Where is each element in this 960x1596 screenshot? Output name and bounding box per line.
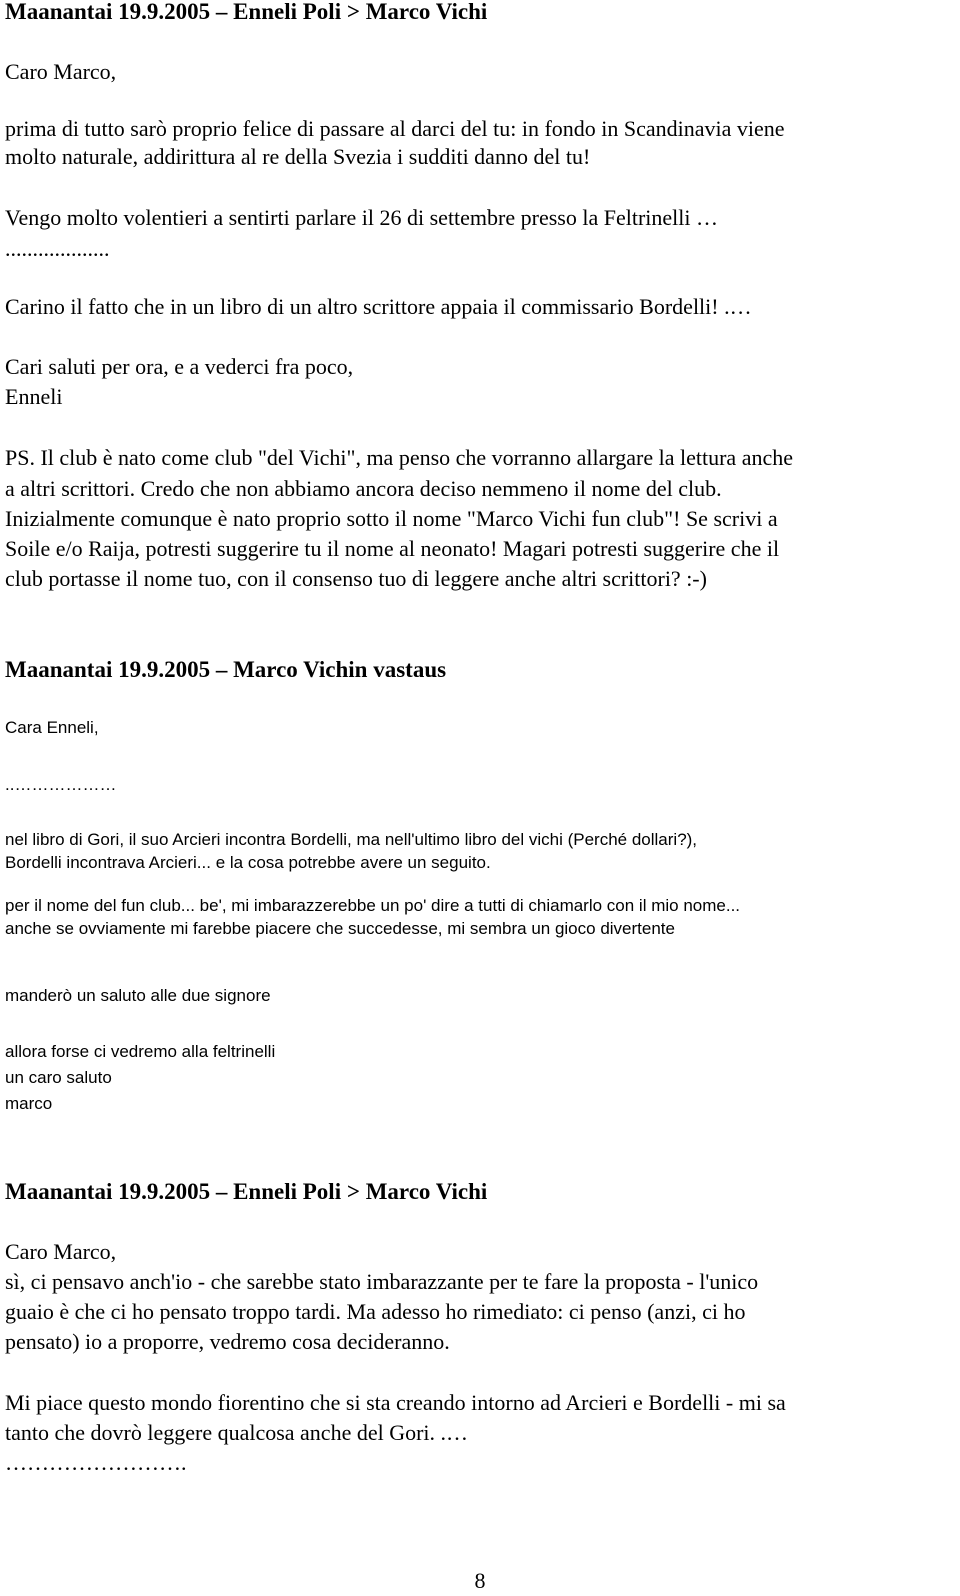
letter1-greeting: Caro Marco, (5, 59, 117, 84)
letter3-p2-line3: ……………………. (5, 1450, 187, 1475)
letter3-p1-line1: sì, ci pensavo anch'io - che sarebbe stato imbarazzante per te fare la proposta - l'unico (5, 1269, 759, 1294)
letter1-ps-line1: PS. Il club è nato come club "del Vichi", ma penso che vorranno allargare la lettura anche (5, 445, 793, 470)
letter1-heading: Maanantai 19.9.2005 – Enneli Poli > Marco Vichi (5, 0, 488, 24)
letter2-p1-line2: Bordelli incontrava Arcieri... e la cosa potrebbe avere un seguito. (5, 853, 491, 872)
letter1-closing: Cari saluti per ora, e a vederci fra poco, (5, 354, 354, 379)
letter1-p1-line2: molto naturale, addirittura al re della Svezia i sudditi danno del tu! (5, 144, 591, 169)
letter1-signature: Enneli (5, 384, 63, 409)
letter2-greeting: Cara Enneli, (5, 718, 99, 737)
letter2-p2-line2: anche se ovviamente mi farebbe piacere che succedesse, mi sembra un gioco divertente (5, 919, 675, 938)
letter1-p2-line2: ................... (5, 236, 110, 261)
letter1-ps-line4: Soile e/o Raija, potresti suggerire tu il nome al neonato! Magari potresti suggerire che il (5, 536, 780, 561)
letter2-dots: ..……………… (5, 775, 117, 794)
letter2-p4-line2: un caro saluto (5, 1068, 112, 1087)
letter3-p2-line1: Mi piace questo mondo fiorentino che si sta creando intorno ad Arcieri e Bordelli - mi sa (5, 1390, 786, 1415)
letter3-heading: Maanantai 19.9.2005 – Enneli Poli > Marco Vichi (5, 1179, 488, 1204)
letter2-p3: manderò un saluto alle due signore (5, 986, 271, 1005)
letter3-p2-line2: tanto che dovrò leggere qualcosa anche del Gori. .… (5, 1420, 469, 1445)
letter2-p4-line3: marco (5, 1094, 53, 1113)
letter2-p1-line1: nel libro di Gori, il suo Arcieri incontra Bordelli, ma nell'ultimo libro del vichi (Perché dollari?), (5, 830, 698, 849)
letter1-ps-line5: club portasse il nome tuo, con il consenso tuo di leggere anche altri scrittori? :-) (5, 566, 707, 591)
page-number: 8 (474, 1568, 486, 1593)
letter1-ps-line3: Inizialmente comunque è nato proprio sotto il nome "Marco Vichi fun club"! Se scrivi a (5, 506, 778, 531)
letter1-p2-line1: Vengo molto volentieri a sentirti parlare il 26 di settembre presso la Feltrinelli … (5, 205, 718, 230)
letter1-p3: Carino il fatto che in un libro di un altro scrittore appaia il commissario Bordelli! .… (5, 294, 752, 319)
letter2-p2-line1: per il nome del fun club... be', mi imbarazzerebbe un po' dire a tutti di chiamarlo con il mio nome... (5, 896, 741, 915)
letter3-greeting: Caro Marco, (5, 1239, 117, 1264)
letter3-p1-line2: guaio è che ci ho pensato troppo tardi. Ma adesso ho rimediato: ci penso (anzi, ci ho (5, 1299, 746, 1324)
letter2-heading: Maanantai 19.9.2005 – Marco Vichin vastaus (5, 657, 447, 682)
letter3-p1-line3: pensato) io a proporre, vedremo cosa decideranno. (5, 1329, 450, 1354)
letter2-p4-line1: allora forse ci vedremo alla feltrinelli (5, 1042, 276, 1061)
letter1-p1-line1: prima di tutto sarò proprio felice di passare al darci del tu: in fondo in Scandinavia viene (5, 116, 785, 141)
letter1-ps-line2: a altri scrittori. Credo che non abbiamo ancora deciso nemmeno il nome del club. (5, 476, 722, 501)
